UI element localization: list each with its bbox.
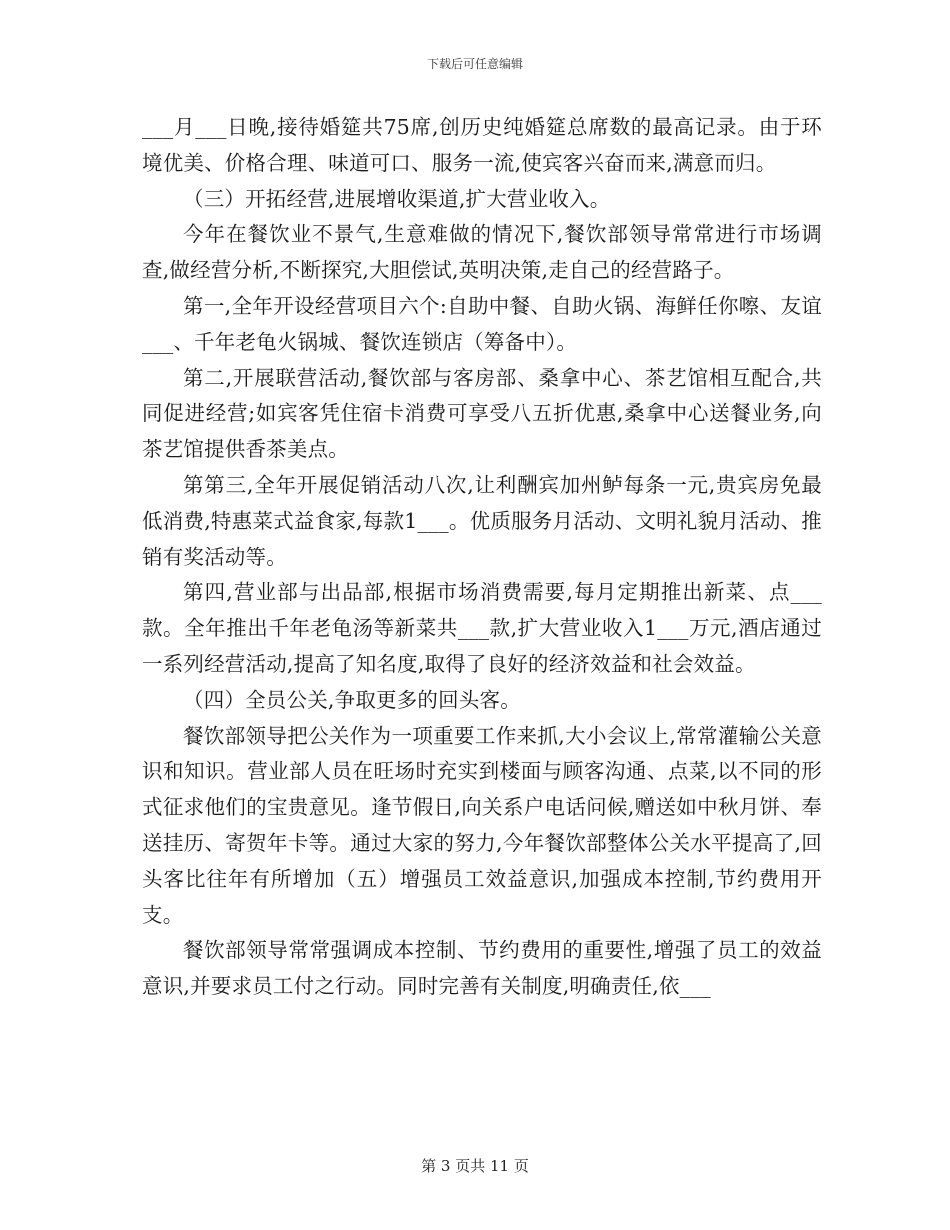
- paragraph-cost-control: 餐饮部领导常常强调成本控制、节约费用的重要性,增强了员工的效益意识,并要求员工付之行动。同时完善有关制度,明确责任,依___: [142, 938, 822, 999]
- section-heading-4: （四）全员公关,争取更多的回头客。: [183, 687, 521, 712]
- paragraph-market-research: 今年在餐饮业不景气,生意难做的情况下,餐饮部领导常常进行市场调查,做经营分析,不断探究,大胆偿试,英明决策,走自己的经营路子。: [142, 222, 822, 283]
- paragraph-public-relations: 餐饮部领导把公关作为一项重要工作来抓,大小会议上,常常灌输公关意识和知识。营业部人员在旺场时充实到楼面与顾客沟通、点菜,以不同的形式征求他们的宝贵意见。逢节假日,向关系户电话问候,赠送如中秋月饼、奉送挂历、寄贺年卡等。通过大家的努力,今年餐饮部整体公关水平提高了,回头客比往年有所增加（五）增强员工效益意识,加强成本控制,节约费用开支。: [142, 723, 822, 927]
- paragraph-banquet-record: ___月___日晚,接待婚筵共75席,创历史纯婚筵总席数的最高记录。由于环境优美、价格合理、味道可口、服务一流,使宾客兴奋而来,满意而归。: [142, 115, 822, 175]
- document-body: [142, 110, 822, 1005]
- paragraph-second-joint-operation: 第二,开展联营活动,餐饮部与客房部、桑拿中心、茶艺馆相互配合,共同促进经营;如宾客凭住宿卡消费可享受八五折优惠,桑拿中心送餐业务,向茶艺馆提供香茶美点。: [142, 365, 822, 462]
- paragraph-fourth-new-dishes: 第四,营业部与出品部,根据市场消费需要,每月定期推出新菜、点___款。全年推出千年老龟汤等新菜共___款,扩大营业收入1___万元,酒店通过一系列经营活动,提高了知名度,取得了良好的经济效益和社会效益。: [142, 580, 822, 676]
- paragraph-third-promotions: 第第三,全年开展促销活动八次,让利酬宾加州鲈每条一元,贵宾房免最低消费,特惠菜式益食家,每款1___。优质服务月活动、文明礼貌月活动、推销有奖活动等。: [142, 472, 822, 569]
- page-header: 下载后可任意编辑: [426, 57, 523, 71]
- section-heading-3: （三）开拓经营,进展增收渠道,扩大营业收入。: [183, 186, 611, 211]
- page-number: 第 3 页共 11 页: [421, 1157, 529, 1175]
- paragraph-first-projects: 第一,全年开设经营项目六个:自助中餐、自助火锅、海鲜任你嚓、友谊___、千年老龟火锅城、餐饮连锁店（筹备中）。: [142, 293, 822, 354]
